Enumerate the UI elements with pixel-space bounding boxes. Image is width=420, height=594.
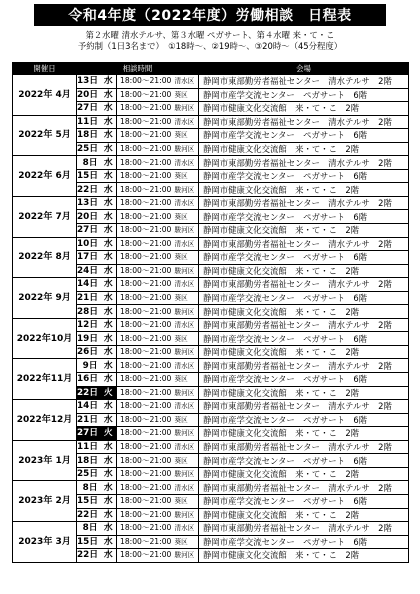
- month-label: 2022年 7月: [13, 196, 77, 237]
- time-cell: 18:00～21:00: [117, 427, 173, 441]
- day-cell: 8日: [77, 156, 101, 170]
- day-cell: 22日: [77, 508, 101, 522]
- ward-cell: 駿河区: [173, 264, 199, 278]
- weekday-cell: 水: [101, 183, 117, 197]
- schedule-table: [12, 62, 409, 563]
- header-venue: 会場: [199, 63, 409, 75]
- day-cell: 22日: [77, 183, 101, 197]
- ward-cell: 駿河区: [173, 467, 199, 481]
- weekday-cell: 水: [101, 210, 117, 224]
- ward-cell: 駿河区: [173, 386, 199, 400]
- table-row: [13, 400, 409, 414]
- weekday-cell: 水: [101, 535, 117, 549]
- subtitle-venues: 第２水曜 清水テルサ、第３水曜 ペガサート、第４水曜 来・て・こ: [85, 30, 335, 40]
- weekday-cell: 水: [101, 494, 117, 508]
- venue-cell: 静岡市東部勤労者福祉センター 清水テルサ 2階: [199, 359, 409, 373]
- month-label: 2022年 6月: [13, 156, 77, 197]
- month-label: 2022年 8月: [13, 237, 77, 278]
- ward-cell: 清水区: [173, 400, 199, 414]
- table-row: [13, 359, 409, 373]
- venue-cell: 静岡市健康文化交流館 来・て・こ 2階: [199, 264, 409, 278]
- ward-cell: 葵区: [173, 169, 199, 183]
- month-label: 2022年12月: [13, 400, 77, 441]
- venue-cell: 静岡市東部勤労者福祉センター 清水テルサ 2階: [199, 115, 409, 129]
- month-label: 2022年11月: [13, 359, 77, 400]
- weekday-cell: 水: [101, 440, 117, 454]
- time-cell: 18:00～21:00: [117, 454, 173, 468]
- venue-cell: 静岡市東部勤労者福祉センター 清水テルサ 2階: [199, 237, 409, 251]
- time-cell: 18:00～21:00: [117, 251, 173, 265]
- ward-cell: 清水区: [173, 237, 199, 251]
- day-cell: 24日: [77, 264, 101, 278]
- time-cell: 18:00～21:00: [117, 508, 173, 522]
- weekday-cell: 水: [101, 196, 117, 210]
- time-cell: 18:00～21:00: [117, 88, 173, 102]
- time-cell: 18:00～21:00: [117, 481, 173, 495]
- venue-cell: 静岡市産学交流センター ペガサート 6階: [199, 454, 409, 468]
- time-cell: 18:00～21:00: [117, 115, 173, 129]
- time-cell: 18:00～21:00: [117, 102, 173, 116]
- weekday-cell: 水: [101, 291, 117, 305]
- time-cell: 18:00～21:00: [117, 183, 173, 197]
- time-cell: 18:00～21:00: [117, 400, 173, 414]
- weekday-cell: 水: [101, 224, 117, 238]
- time-cell: 18:00～21:00: [117, 440, 173, 454]
- time-cell: 18:00～21:00: [117, 494, 173, 508]
- venue-cell: 静岡市東部勤労者福祉センター 清水テルサ 2階: [199, 156, 409, 170]
- venue-cell: 静岡市東部勤労者福祉センター 清水テルサ 2階: [199, 278, 409, 292]
- table-row: [13, 115, 409, 129]
- day-cell: 20日: [77, 210, 101, 224]
- table-row: [13, 196, 409, 210]
- month-label: 2022年 5月: [13, 115, 77, 156]
- ward-cell: 清水区: [173, 115, 199, 129]
- weekday-cell: 水: [101, 332, 117, 346]
- ward-cell: 駿河区: [173, 345, 199, 359]
- venue-cell: 静岡市産学交流センター ペガサート 6階: [199, 88, 409, 102]
- day-cell: 11日: [77, 115, 101, 129]
- venue-cell: 静岡市産学交流センター ペガサート 6階: [199, 251, 409, 265]
- venue-cell: 静岡市健康文化交流館 来・て・こ 2階: [199, 508, 409, 522]
- venue-cell: 静岡市産学交流センター ペガサート 6階: [199, 413, 409, 427]
- ward-cell: 葵区: [173, 535, 199, 549]
- weekday-cell: 水: [101, 169, 117, 183]
- table-row: [13, 237, 409, 251]
- time-cell: 18:00～21:00: [117, 237, 173, 251]
- day-cell: 14日: [77, 400, 101, 414]
- ward-cell: 清水区: [173, 522, 199, 536]
- weekday-cell: 水: [101, 508, 117, 522]
- day-cell: 8日: [77, 522, 101, 536]
- header-time: 相談時間: [77, 63, 199, 75]
- time-cell: 18:00～21:00: [117, 386, 173, 400]
- ward-cell: 葵区: [173, 494, 199, 508]
- time-cell: 18:00～21:00: [117, 467, 173, 481]
- ward-cell: 葵区: [173, 129, 199, 143]
- schedule-body: [13, 75, 409, 563]
- ward-cell: 葵区: [173, 332, 199, 346]
- weekday-cell: 水: [101, 467, 117, 481]
- weekday-cell: 水: [101, 359, 117, 373]
- table-row: [13, 522, 409, 536]
- time-cell: 18:00～21:00: [117, 264, 173, 278]
- ward-cell: 駿河区: [173, 102, 199, 116]
- day-cell: 13日: [77, 196, 101, 210]
- ward-cell: 葵区: [173, 88, 199, 102]
- time-cell: 18:00～21:00: [117, 224, 173, 238]
- table-row: [13, 156, 409, 170]
- time-cell: 18:00～21:00: [117, 169, 173, 183]
- day-cell: 8日: [77, 481, 101, 495]
- day-cell: 12日: [77, 318, 101, 332]
- day-cell: 19日: [77, 332, 101, 346]
- day-cell: 21日: [77, 413, 101, 427]
- venue-cell: 静岡市東部勤労者福祉センター 清水テルサ 2階: [199, 318, 409, 332]
- day-cell: 10日: [77, 237, 101, 251]
- weekday-cell: 水: [101, 237, 117, 251]
- table-row: [13, 440, 409, 454]
- venue-cell: 静岡市産学交流センター ペガサート 6階: [199, 169, 409, 183]
- day-cell: 18日: [77, 454, 101, 468]
- venue-cell: 静岡市産学交流センター ペガサート 6階: [199, 291, 409, 305]
- weekday-cell: 水: [101, 413, 117, 427]
- table-header-row: [13, 63, 409, 75]
- venue-cell: 静岡市健康文化交流館 来・て・こ 2階: [199, 102, 409, 116]
- ward-cell: 清水区: [173, 278, 199, 292]
- weekday-cell: 水: [101, 102, 117, 116]
- venue-cell: 静岡市健康文化交流館 来・て・こ 2階: [199, 183, 409, 197]
- day-cell: 17日: [77, 251, 101, 265]
- weekday-cell: 水: [101, 75, 117, 89]
- ward-cell: 葵区: [173, 454, 199, 468]
- day-cell: 14日: [77, 278, 101, 292]
- venue-cell: 静岡市東部勤労者福祉センター 清水テルサ 2階: [199, 481, 409, 495]
- table-row: [13, 278, 409, 292]
- venue-cell: 静岡市産学交流センター ペガサート 6階: [199, 210, 409, 224]
- time-cell: 18:00～21:00: [117, 291, 173, 305]
- venue-cell: 静岡市健康文化交流館 来・て・こ 2階: [199, 427, 409, 441]
- venue-cell: 静岡市健康文化交流館 来・て・こ 2階: [199, 305, 409, 319]
- time-cell: 18:00～21:00: [117, 522, 173, 536]
- day-cell: 15日: [77, 535, 101, 549]
- weekday-cell: 水: [101, 305, 117, 319]
- ward-cell: 駿河区: [173, 224, 199, 238]
- weekday-cell: 水: [101, 318, 117, 332]
- time-cell: 18:00～21:00: [117, 332, 173, 346]
- ward-cell: 清水区: [173, 156, 199, 170]
- time-cell: 18:00～21:00: [117, 345, 173, 359]
- venue-cell: 静岡市産学交流センター ペガサート 6階: [199, 373, 409, 387]
- venue-cell: 静岡市健康文化交流館 来・て・こ 2階: [199, 345, 409, 359]
- venue-cell: 静岡市健康文化交流館 来・て・こ 2階: [199, 467, 409, 481]
- day-cell: 28日: [77, 305, 101, 319]
- venue-cell: 静岡市東部勤労者福祉センター 清水テルサ 2階: [199, 196, 409, 210]
- weekday-cell: 水: [101, 88, 117, 102]
- page-title: 令和4年度（2022年度）労働相談 日程表: [34, 4, 386, 26]
- month-label: 2023年 2月: [13, 481, 77, 522]
- day-cell: 15日: [77, 494, 101, 508]
- weekday-cell: 水: [101, 481, 117, 495]
- day-cell: 27日: [77, 224, 101, 238]
- day-cell: 22日: [77, 549, 101, 563]
- ward-cell: 清水区: [173, 196, 199, 210]
- ward-cell: 葵区: [173, 373, 199, 387]
- time-cell: 18:00～21:00: [117, 535, 173, 549]
- ward-cell: 葵区: [173, 210, 199, 224]
- ward-cell: 清水区: [173, 440, 199, 454]
- ward-cell: 葵区: [173, 413, 199, 427]
- day-cell: 25日: [77, 467, 101, 481]
- weekday-cell: 水: [101, 345, 117, 359]
- venue-cell: 静岡市健康文化交流館 来・て・こ 2階: [199, 224, 409, 238]
- day-cell: 27日: [77, 102, 101, 116]
- day-cell: 20日: [77, 88, 101, 102]
- day-cell: 22日: [77, 386, 101, 400]
- weekday-cell: 水: [101, 156, 117, 170]
- venue-cell: 静岡市東部勤労者福祉センター 清水テルサ 2階: [199, 400, 409, 414]
- ward-cell: 清水区: [173, 75, 199, 89]
- month-label: 2023年 1月: [13, 440, 77, 481]
- venue-cell: 静岡市産学交流センター ペガサート 6階: [199, 332, 409, 346]
- ward-cell: 駿河区: [173, 549, 199, 563]
- venue-cell: 静岡市健康文化交流館 来・て・こ 2階: [199, 549, 409, 563]
- weekday-cell: 水: [101, 522, 117, 536]
- ward-cell: 駿河区: [173, 305, 199, 319]
- time-cell: 18:00～21:00: [117, 549, 173, 563]
- ward-cell: 清水区: [173, 359, 199, 373]
- ward-cell: 駿河区: [173, 183, 199, 197]
- venue-cell: 静岡市産学交流センター ペガサート 6階: [199, 129, 409, 143]
- venue-cell: 静岡市東部勤労者福祉センター 清水テルサ 2階: [199, 75, 409, 89]
- day-cell: 16日: [77, 373, 101, 387]
- time-cell: 18:00～21:00: [117, 413, 173, 427]
- ward-cell: 駿河区: [173, 142, 199, 156]
- time-cell: 18:00～21:00: [117, 196, 173, 210]
- month-label: 2022年 4月: [13, 75, 77, 116]
- venue-cell: 静岡市産学交流センター ペガサート 6階: [199, 494, 409, 508]
- table-row: [13, 481, 409, 495]
- weekday-cell: 水: [101, 549, 117, 563]
- time-cell: 18:00～21:00: [117, 318, 173, 332]
- venue-cell: 静岡市健康文化交流館 来・て・こ 2階: [199, 142, 409, 156]
- table-row: [13, 318, 409, 332]
- header-date: 開催日: [13, 63, 77, 75]
- weekday-cell: 水: [101, 115, 117, 129]
- weekday-cell: 火: [101, 386, 117, 400]
- day-cell: 21日: [77, 291, 101, 305]
- venue-cell: 静岡市東部勤労者福祉センター 清水テルサ 2階: [199, 522, 409, 536]
- day-cell: 27日: [77, 427, 101, 441]
- time-cell: 18:00～21:00: [117, 210, 173, 224]
- ward-cell: 葵区: [173, 251, 199, 265]
- day-cell: 18日: [77, 129, 101, 143]
- time-cell: 18:00～21:00: [117, 156, 173, 170]
- day-cell: 11日: [77, 440, 101, 454]
- day-cell: 26日: [77, 345, 101, 359]
- venue-cell: 静岡市健康文化交流館 来・て・こ 2階: [199, 386, 409, 400]
- time-cell: 18:00～21:00: [117, 129, 173, 143]
- weekday-cell: 水: [101, 373, 117, 387]
- ward-cell: 駿河区: [173, 427, 199, 441]
- table-row: [13, 75, 409, 89]
- time-cell: 18:00～21:00: [117, 373, 173, 387]
- ward-cell: 清水区: [173, 318, 199, 332]
- time-cell: 18:00～21:00: [117, 305, 173, 319]
- weekday-cell: 火: [101, 427, 117, 441]
- month-label: 2022年10月: [13, 318, 77, 359]
- day-cell: 9日: [77, 359, 101, 373]
- ward-cell: 清水区: [173, 481, 199, 495]
- venue-cell: 静岡市東部勤労者福祉センター 清水テルサ 2階: [199, 440, 409, 454]
- month-label: 2023年 3月: [13, 522, 77, 563]
- time-cell: 18:00～21:00: [117, 359, 173, 373]
- weekday-cell: 水: [101, 454, 117, 468]
- time-cell: 18:00～21:00: [117, 278, 173, 292]
- day-cell: 13日: [77, 75, 101, 89]
- weekday-cell: 水: [101, 264, 117, 278]
- venue-cell: 静岡市産学交流センター ペガサート 6階: [199, 535, 409, 549]
- day-cell: 25日: [77, 142, 101, 156]
- weekday-cell: 水: [101, 251, 117, 265]
- ward-cell: 駿河区: [173, 508, 199, 522]
- weekday-cell: 水: [101, 400, 117, 414]
- weekday-cell: 水: [101, 142, 117, 156]
- time-cell: 18:00～21:00: [117, 75, 173, 89]
- time-cell: 18:00～21:00: [117, 142, 173, 156]
- ward-cell: 葵区: [173, 291, 199, 305]
- weekday-cell: 水: [101, 129, 117, 143]
- month-label: 2022年 9月: [13, 278, 77, 319]
- subtitle-reservation: 予約制（1日3名まで） ①18時～、②19時～、③20時～（45分程度）: [77, 41, 343, 51]
- weekday-cell: 水: [101, 278, 117, 292]
- day-cell: 15日: [77, 169, 101, 183]
